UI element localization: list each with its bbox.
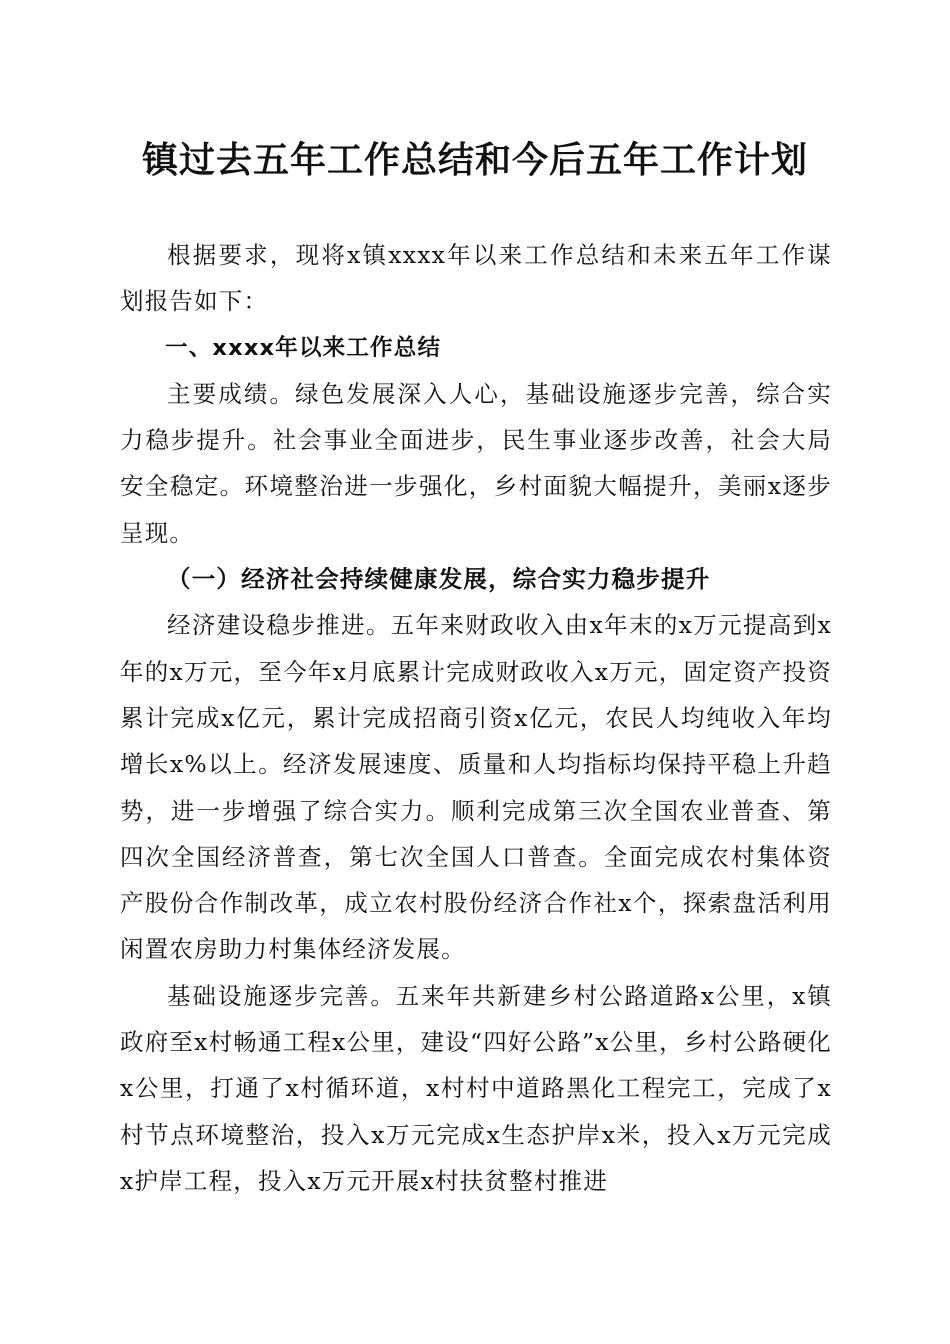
intro-paragraph: 根据要求，现将x镇xxxx年以来工作总结和未来五年工作谋划报告如下： bbox=[120, 241, 832, 316]
infrastructure-paragraph: 基础设施逐步完善。五来年共新建乡村公路道路x公里，x镇政府至x村畅通工程x公里，建设“四好公路”x公里，乡村公路硬化x公里，打通了x村循环道，x村村中道路黑化工程完工，完成了x村节点环境整治，投入x万元完成x生态护岸x米，投入x万元完成x护岸工程，投入x万元开展x村扶贫整村推进 bbox=[120, 981, 832, 1195]
subsection-heading-1: （一）经济社会持续健康发展，综合实力稳步提升 bbox=[167, 565, 711, 594]
economy-paragraph: 经济建设稳步推进。五年来财政收入由x年末的x万元提高到x年的x万元，至今年x月底累计完成财政收入x万元，固定资产投资累计完成x亿元，累计完成招商引资x亿元，农民人均纯收入年均增长x%以上。经济发展速度、质量和人均指标均保持平稳上升趋势，进一步增强了综合实力。顺利完成第三次全国农业普查、第四次全国经济普查，第七次全国人口普查。全面完成农村集体资产股份合作制改革，成立农村股份经济合作社x个，探索盘活利用闲置农房助力村集体经济发展。 bbox=[120, 611, 832, 964]
document-title: 镇过去五年工作总结和今后五年工作计划 bbox=[141, 139, 808, 181]
section-heading-1: 一、xxxx年以来工作总结 bbox=[165, 334, 442, 361]
achievements-paragraph: 主要成绩。绿色发展深入人心，基础设施逐步完善，综合实力稳步提升。社会事业全面进步，民生事业逐步改善，社会大局安全稳定。环境整治进一步强化，乡村面貌大幅提升，美丽x逐步呈现。 bbox=[120, 379, 832, 547]
document-body bbox=[120, 232, 832, 1204]
